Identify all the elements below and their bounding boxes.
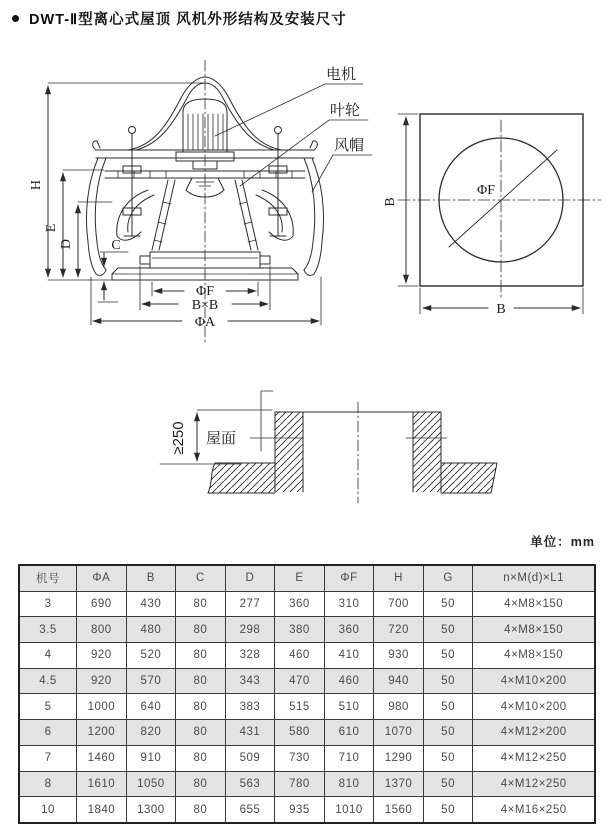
bullet-icon <box>12 15 19 22</box>
table-cell: 8 <box>19 771 77 797</box>
table-cell: 690 <box>77 591 127 617</box>
impeller-label: 叶轮 <box>330 102 361 119</box>
table-cell: 343 <box>225 668 275 694</box>
table-cell: 655 <box>225 797 275 823</box>
roof-label: 屋面 <box>206 430 237 447</box>
table-cell: 50 <box>423 771 473 797</box>
table-cell: 328 <box>225 643 275 669</box>
table-cell: 4×M8×150 <box>473 643 595 669</box>
table-row <box>19 643 595 669</box>
table-cell: 80 <box>176 668 226 694</box>
table-cell: 5 <box>19 694 77 720</box>
dim-C-label: C <box>111 238 121 253</box>
table-cell: 4.5 <box>19 668 77 694</box>
col-header: D <box>225 565 275 591</box>
table-cell: 383 <box>225 694 275 720</box>
dim-phiF <box>152 282 258 299</box>
diameter-line <box>449 150 557 247</box>
table-cell: 430 <box>126 591 176 617</box>
unit-label: 单位：mm <box>530 535 595 549</box>
table-cell: 920 <box>77 643 127 669</box>
table-cell: 980 <box>374 694 424 720</box>
col-header: n×M(d)×L1 <box>473 565 595 591</box>
table-cell: 410 <box>324 643 374 669</box>
top-view-drawing <box>383 114 601 317</box>
table-cell: 720 <box>374 617 424 643</box>
col-header: C <box>176 565 226 591</box>
table-cell: 4×M16×250 <box>473 797 595 823</box>
topview-phiF-label: ΦF <box>476 183 496 198</box>
table-cell: 1610 <box>77 771 127 797</box>
table-cell: 820 <box>126 720 176 746</box>
table-cell: 610 <box>324 720 374 746</box>
table-cell: 1290 <box>374 745 424 771</box>
table-cell: 563 <box>225 771 275 797</box>
table-cell: 50 <box>423 591 473 617</box>
dim-B-left-label: B <box>383 197 398 207</box>
table-cell: 4×M8×150 <box>473 591 595 617</box>
section-view-drawing <box>160 391 497 503</box>
table-cell: 50 <box>423 720 473 746</box>
table-cell: 710 <box>324 745 374 771</box>
table-cell: 80 <box>176 797 226 823</box>
table-cell: 1840 <box>77 797 127 823</box>
table-cell: 480 <box>126 617 176 643</box>
table-cell: 80 <box>176 745 226 771</box>
table-cell: 3.5 <box>19 617 77 643</box>
table-header-row <box>19 565 595 591</box>
table-cell: 360 <box>324 617 374 643</box>
table-cell: 640 <box>126 694 176 720</box>
table-cell: 1050 <box>126 771 176 797</box>
table-cell: 80 <box>176 720 226 746</box>
table-cell: 1200 <box>77 720 127 746</box>
table-row <box>19 694 595 720</box>
table-cell: 730 <box>275 745 325 771</box>
dim-B-bottom <box>420 288 583 317</box>
table-row <box>19 617 595 643</box>
table-row <box>19 745 595 771</box>
table-cell: 4×M12×250 <box>473 745 595 771</box>
table-cell: 4×M12×250 <box>473 771 595 797</box>
dim-phiF-label: ΦF <box>195 284 215 299</box>
table-cell: 520 <box>126 643 176 669</box>
min-clearance-label: ≥250 <box>170 421 187 455</box>
table-cell: 1460 <box>77 745 127 771</box>
table-cell: 4 <box>19 643 77 669</box>
table-row <box>19 591 595 617</box>
col-header: G <box>423 565 473 591</box>
table-cell: 3 <box>19 591 77 617</box>
table-cell: 431 <box>225 720 275 746</box>
table-row <box>19 668 595 694</box>
table-row <box>19 771 595 797</box>
table-cell: 1000 <box>77 694 127 720</box>
col-header: ΦF <box>324 565 374 591</box>
dim-D-label: D <box>59 238 74 250</box>
table-cell: 920 <box>77 668 127 694</box>
motor-label: 电机 <box>326 66 357 83</box>
table-cell: 80 <box>176 694 226 720</box>
table-cell: 80 <box>176 771 226 797</box>
table-row <box>19 720 595 746</box>
table-cell: 4×M10×200 <box>473 694 595 720</box>
table-cell: 580 <box>275 720 325 746</box>
table-cell: 510 <box>324 694 374 720</box>
table-cell: 1070 <box>374 720 424 746</box>
table-cell: 570 <box>126 668 176 694</box>
roof-callout <box>206 430 447 447</box>
col-header: H <box>374 565 424 591</box>
table-cell: 4×M10×200 <box>473 668 595 694</box>
table-cell: 1370 <box>374 771 424 797</box>
table-cell: 935 <box>275 797 325 823</box>
table-cell: 7 <box>19 745 77 771</box>
table-cell: 6 <box>19 720 77 746</box>
table-cell: 50 <box>423 643 473 669</box>
table-cell: 50 <box>423 617 473 643</box>
front-view-drawing <box>29 60 372 342</box>
table-cell: 50 <box>423 668 473 694</box>
table-cell: 780 <box>275 771 325 797</box>
table-cell: 360 <box>275 591 325 617</box>
table-cell: 940 <box>374 668 424 694</box>
table-cell: 80 <box>176 617 226 643</box>
table-cell: 460 <box>324 668 374 694</box>
col-header: E <box>275 565 325 591</box>
table-cell: 50 <box>423 797 473 823</box>
table-cell: 80 <box>176 591 226 617</box>
callout-cap <box>312 137 372 192</box>
dim-C <box>98 238 128 302</box>
table-cell: 80 <box>176 643 226 669</box>
table-cell: 1560 <box>374 797 424 823</box>
dim-H-label: H <box>29 179 44 191</box>
table-cell: 460 <box>275 643 325 669</box>
page-title: DWT-Ⅱ型离心式屋顶 风机外形结构及安装尺寸 <box>29 12 347 28</box>
table-cell: 509 <box>225 745 275 771</box>
col-header: 机号 <box>19 565 77 591</box>
table-cell: 4×M8×150 <box>473 617 595 643</box>
table-cell: 50 <box>423 694 473 720</box>
callout-motor <box>215 65 363 136</box>
dim-phiA-label: ΦA <box>194 315 216 330</box>
table-cell: 700 <box>374 591 424 617</box>
table-cell: 277 <box>225 591 275 617</box>
table-cell: 515 <box>275 694 325 720</box>
col-header: B <box>126 565 176 591</box>
table-row <box>19 797 595 823</box>
table-cell: 298 <box>225 617 275 643</box>
dimension-table <box>18 564 596 824</box>
table-cell: 1010 <box>324 797 374 823</box>
table-cell: 930 <box>374 643 424 669</box>
cap-label: 风帽 <box>334 137 365 154</box>
technical-drawing <box>0 40 610 560</box>
col-header: ΦA <box>77 565 127 591</box>
table-cell: 10 <box>19 797 77 823</box>
table-cell: 380 <box>275 617 325 643</box>
table-cell: 810 <box>324 771 374 797</box>
table-cell: 910 <box>126 745 176 771</box>
table-cell: 470 <box>275 668 325 694</box>
table-cell: 310 <box>324 591 374 617</box>
table-cell: 4×M12×200 <box>473 720 595 746</box>
page-title-row <box>12 8 347 29</box>
dim-B-bottom-label: B <box>496 302 506 317</box>
dim-E-label: E <box>44 223 59 233</box>
table-cell: 800 <box>77 617 127 643</box>
table-cell: 1300 <box>126 797 176 823</box>
table-cell: 50 <box>423 745 473 771</box>
dim-BxB-label: B×B <box>191 298 219 313</box>
